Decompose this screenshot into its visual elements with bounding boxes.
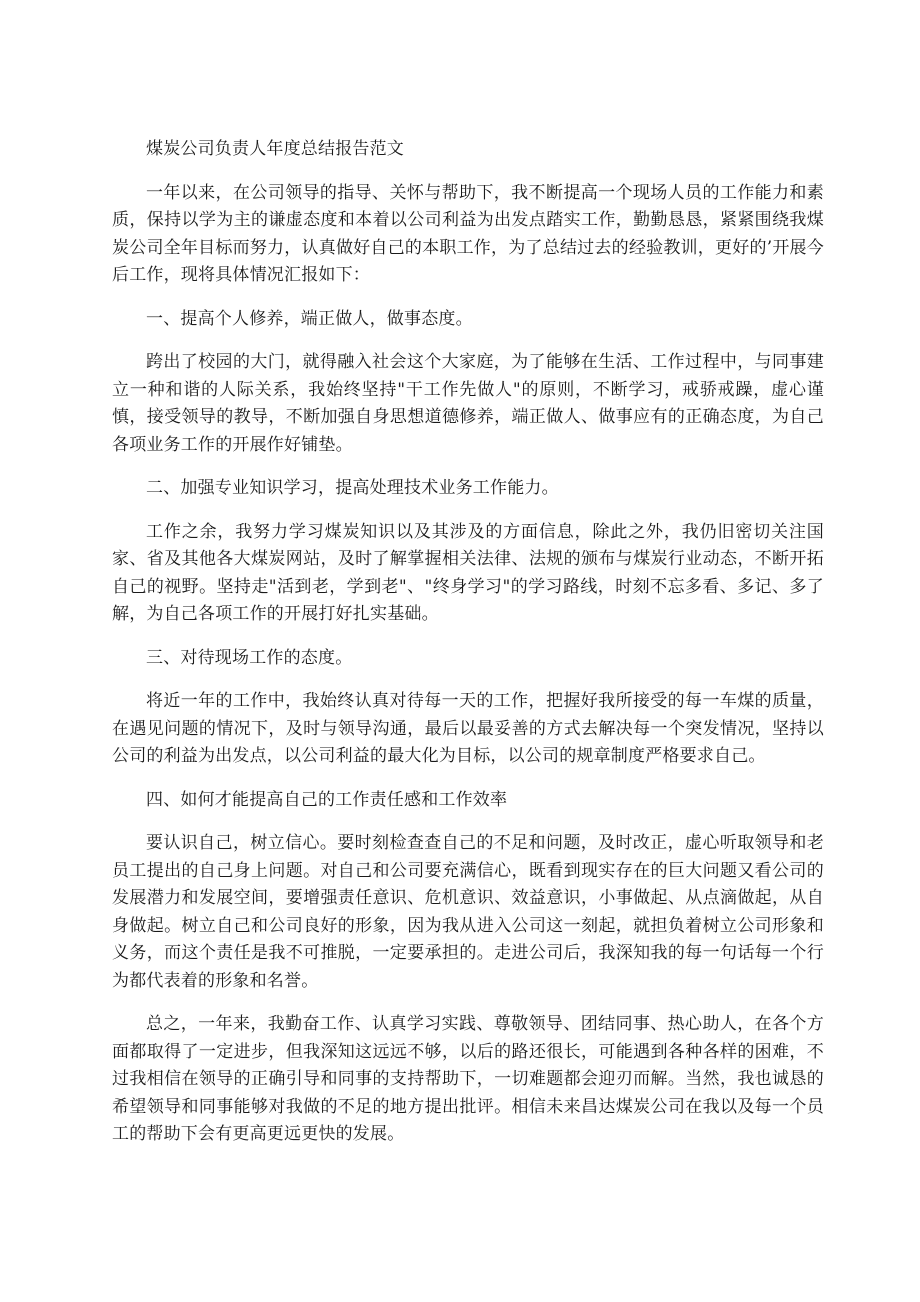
document-title: 煤炭公司负责人年度总结报告范文	[146, 139, 404, 159]
section-4-body: 要认识自己，树立信心。要时刻检查查自己的不足和问题，及时改正，虚心听取领导和老员工提出的自己身上问题。对自己和公司要充满信心，既看到现实存在的巨大问题又看公司的发展潜力和发展空间，要增强责任意识、危机意识、效益意识，小事做起、从点滴做起，从自身做起。树立自己和公司良好的形象，因为我从进入公司这一刻起，就担负着树立公司形象和义务，而这个责任是我不可推脱，一定要承担的。走进公司后，我深知我的每一句话每一个行为都代表着的形象和名誉。	[112, 833, 824, 991]
document-page	[112, 136, 824, 1165]
section-4-heading: 四、如何才能提高自己的工作责任感和工作效率	[146, 789, 508, 810]
section-3-body: 将近一年的工作中，我始终认真对待每一天的工作，把握好我所接受的每一车煤的质量，在遇见问题的情况下，及时与领导沟通，最后以最妥善的方式去解决每一个突发情况，坚持以公司的利益为出发点，以公司利益的最大化为目标，以公司的规章制度严格要求自己。	[112, 691, 824, 766]
section-1-heading: 一、提高个人修养，端正做人，做事态度。	[146, 308, 473, 329]
section-2-body: 工作之余，我努力学习煤炭知识以及其涉及的方面信息，除此之外，我仍旧密切关注国家、省及其他各大煤炭网站，及时了解掌握相关法律、法规的颁布与煤炭行业动态，不断开拓自己的视野。坚持走"活到老，学到老"、"终身学习"的学习路线，时刻不忘多看、多记、多了解，为自己各项工作的开展打好扎实基础。	[112, 521, 824, 624]
section-1-body: 跨出了校园的大门，就得融入社会这个大家庭，为了能够在生活、工作过程中，与同事建立一种和谐的人际关系，我始终坚持"干工作先做人"的原则，不断学习，戒骄戒躁，虚心谨慎，接受领导的教导，不断加强自身思想道德修养，端正做人、做事应有的正确态度，为自己各项业务工作的开展作好铺垫。	[112, 352, 824, 455]
intro-paragraph: 一年以来，在公司领导的指导、关怀与帮助下，我不断提高一个现场人员的工作能力和素质，保持以学为主的谦虚态度和本着以公司利益为出发点踏实工作，勤勤恳恳，紧紧围绕我煤炭公司全年目标而努力，认真做好自己的本职工作，为了总结过去的经验教训，更好的’开展今后工作，现将具体情况汇报如下：	[112, 182, 824, 285]
section-2-heading: 二、加强专业知识学习，提高处理技术业务工作能力。	[146, 478, 559, 498]
section-3-heading: 三、对待现场工作的态度。	[146, 647, 353, 668]
conclusion-paragraph: 总之，一年来，我勤奋工作、认真学习实践、尊敬领导、团结同事、热心助人，在各个方面都取得了一定进步，但我深知这远远不够，以后的路还很长，可能遇到各种各样的困难，不过我相信在领导的正确引导和同事的支持帮助下，一切难题都会迎刃而解。当然，我也诚恳的希望领导和同事能够对我做的不足的地方提出批评。相信未来昌达煤炭公司在我以及每一个员工的帮助下会有更高更远更快的发展。	[112, 1014, 824, 1144]
